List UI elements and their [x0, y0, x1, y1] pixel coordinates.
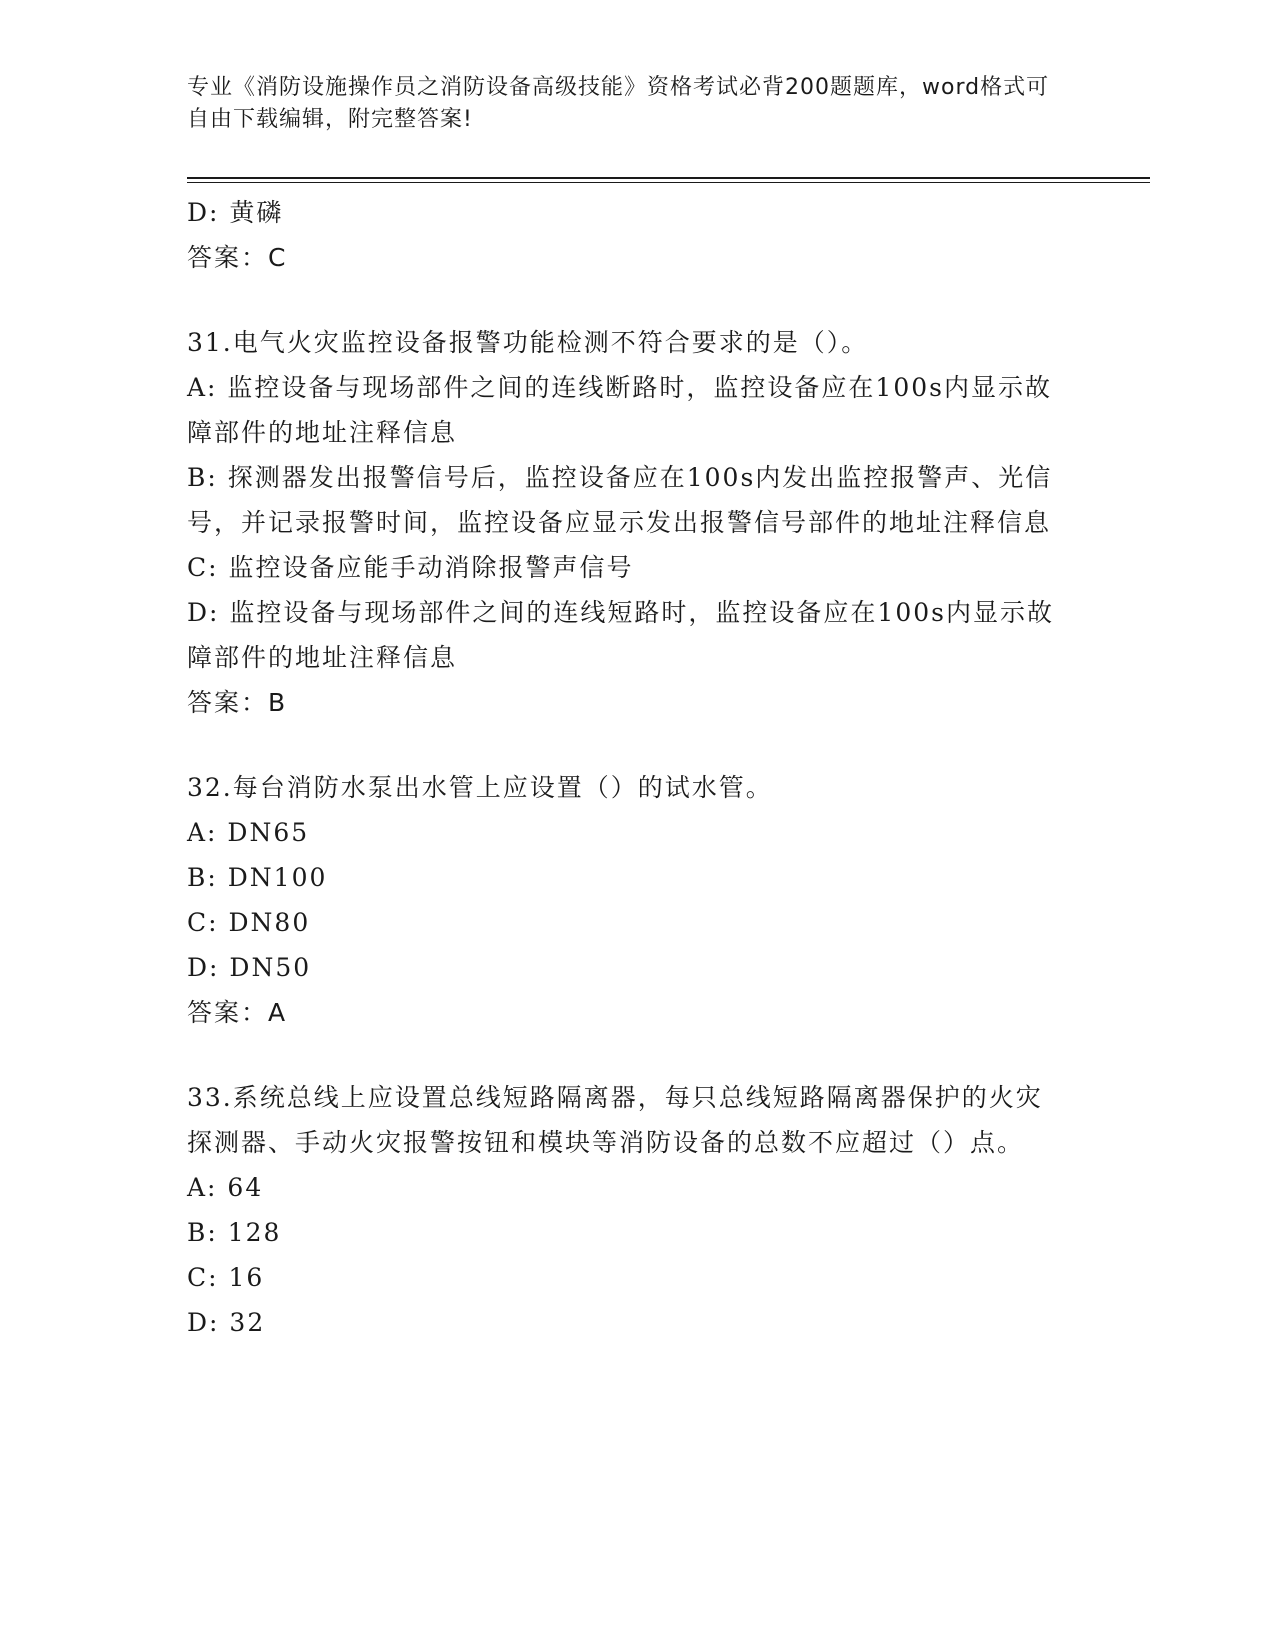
answer-line: 答案：C: [187, 243, 288, 272]
option-a: A: 监控设备与现场部件之间的连线断路时，监控设备应在100s内显示故障部件的地址注释信息: [187, 373, 1052, 447]
question-33: [187, 1075, 1087, 1345]
option-d: D: 监控设备与现场部件之间的连线短路时，监控设备应在100s内显示故障部件的地址注释信息: [187, 598, 1054, 672]
option-c: C: DN80: [187, 908, 311, 937]
previous-question-tail: [187, 190, 1087, 280]
question-32: [187, 765, 1087, 1035]
question-stem: 32.每台消防水泵出水管上应设置（）的试水管。: [187, 773, 773, 802]
header-divider-thin: [187, 182, 1150, 183]
option-c: C: 监控设备应能手动消除报警声信号: [187, 553, 634, 582]
answer-line: 答案：B: [187, 688, 288, 717]
option-d: D: 32: [187, 1308, 266, 1337]
option-b: B: 128: [187, 1218, 282, 1247]
question-31: [187, 320, 1087, 725]
option-a: A: DN65: [187, 818, 310, 847]
document-header: 专业《消防设施操作员之消防设备高级技能》资格考试必背200题题库，word格式可自由下载编辑，附完整答案!: [187, 75, 1050, 132]
option-c: C: 16: [187, 1263, 265, 1292]
question-stem: 33.系统总线上应设置总线短路隔离器，每只总线短路隔离器保护的火灾探测器、手动火灾报警按钮和模块等消防设备的总数不应超过（）点。: [187, 1083, 1043, 1157]
question-stem: 31.电气火灾监控设备报警功能检测不符合要求的是（）。: [187, 328, 869, 357]
answer-line: 答案：A: [187, 998, 288, 1027]
option-d: D: 黄磷: [187, 198, 284, 227]
option-d: D: DN50: [187, 953, 312, 982]
option-b: B: DN100: [187, 863, 328, 892]
question-list: [187, 190, 1087, 1345]
option-a: A: 64: [187, 1173, 264, 1202]
header-divider-thick: [187, 177, 1150, 179]
option-b: B: 探测器发出报警信号后，监控设备应在100s内发出监控报警声、光信号，并记录报警时间，监控设备应显示发出报警信号部件的地址注释信息: [187, 463, 1053, 537]
